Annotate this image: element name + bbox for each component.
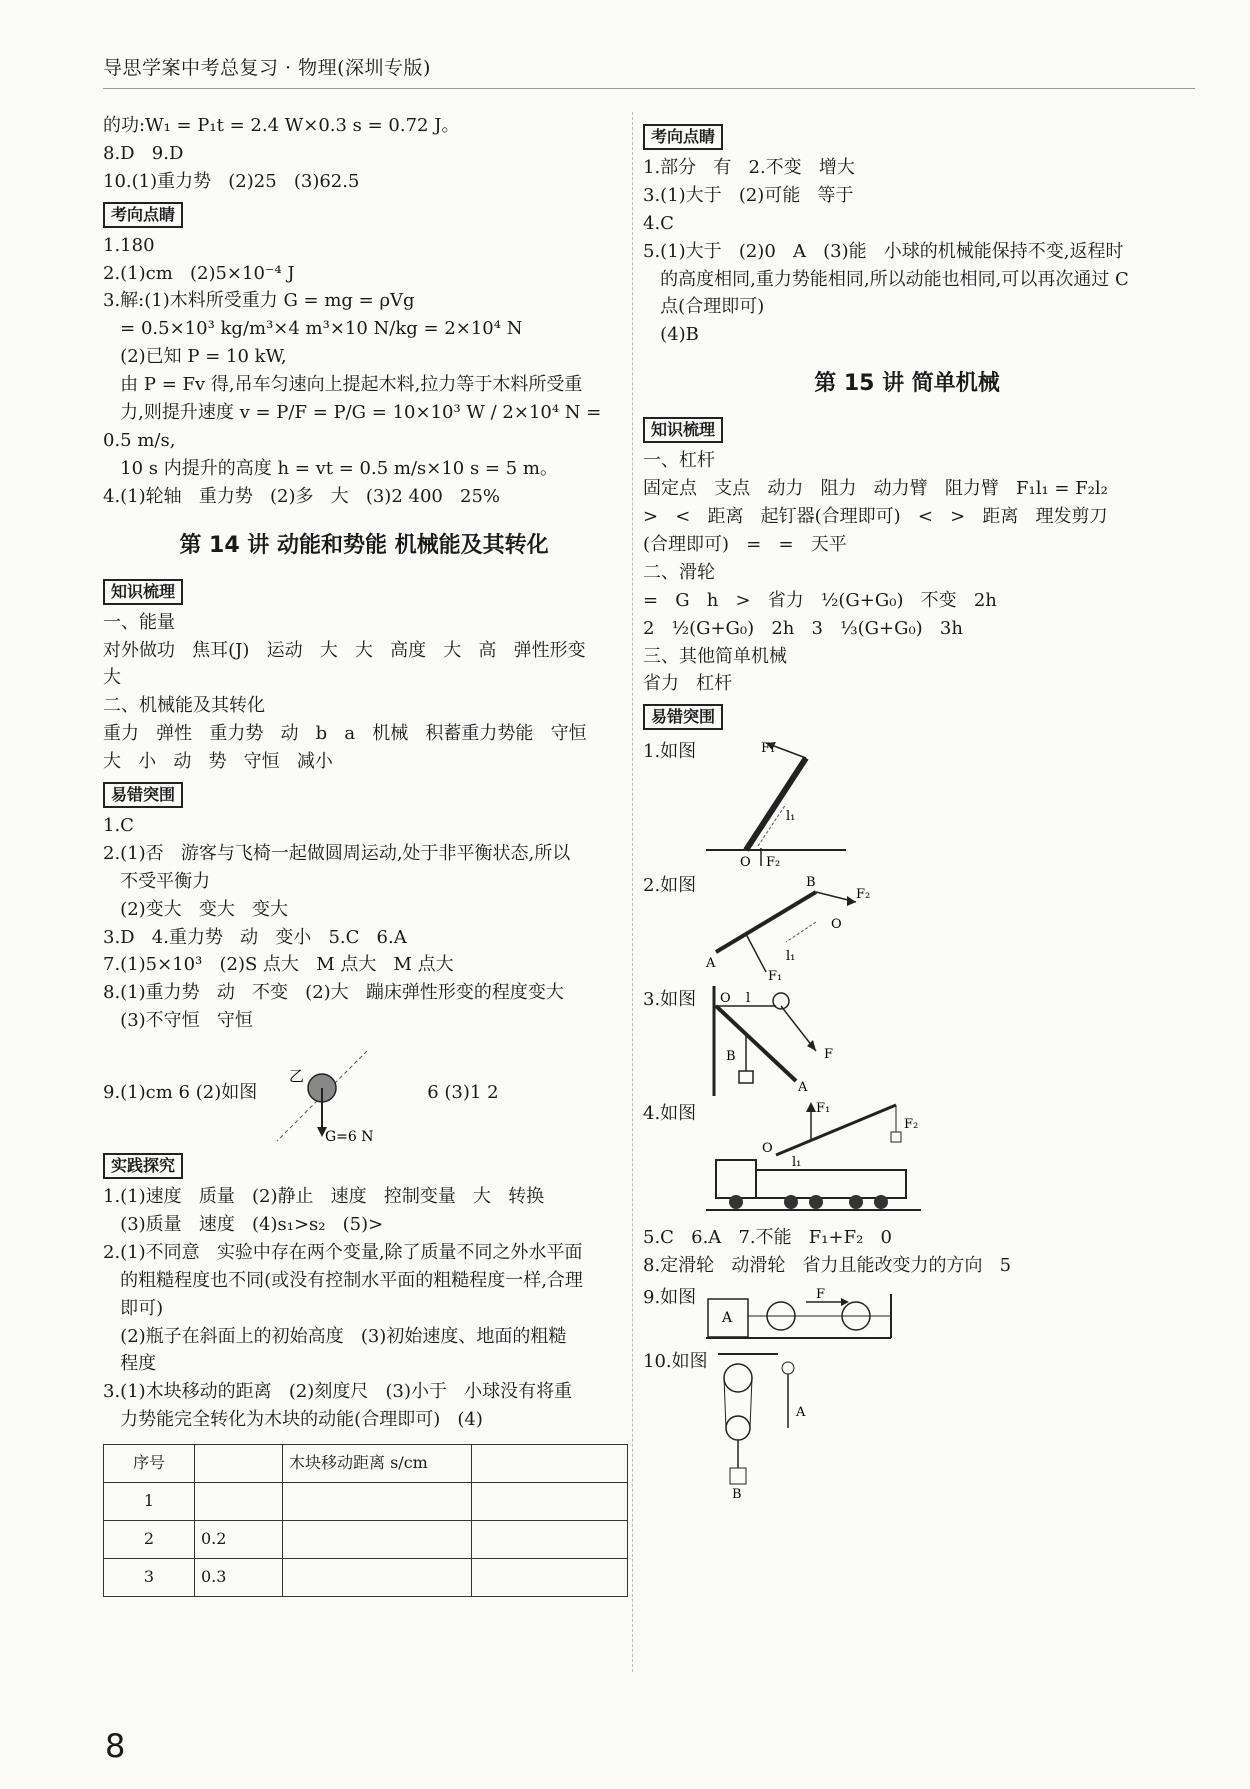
text-line: 1.如图 — [643, 741, 697, 763]
svg-text:O: O — [720, 991, 731, 1007]
svg-text:F₂: F₂ — [904, 1117, 919, 1133]
section-tag: 易错突围 — [103, 782, 183, 808]
text-line: 4.如图 — [643, 1103, 697, 1125]
text-line: 1.(1)速度 质量 (2)静止 速度 控制变量 大 转换 — [103, 1186, 545, 1208]
text-line: (2)瓶子在斜面上的初始高度 (3)初始速度、地面的粗糙 — [103, 1325, 567, 1347]
lecture-title: 第 14 讲 动能和势能 机械能及其转化 — [179, 532, 549, 558]
text-line: 的高度相同,重力势能相同,所以动能也相同,可以再次通过 C — [643, 268, 1129, 290]
data-table — [103, 1444, 628, 1597]
figure-9-row — [643, 1284, 1171, 1344]
text-line: 固定点 支点 动力 阻力 动力臂 阻力臂 F₁l₁ = F₂l₂ — [643, 478, 1108, 500]
text-line: 省力 杠杆 — [643, 673, 733, 695]
text-line: 4.C — [643, 212, 674, 234]
text-line: (4)B — [643, 324, 699, 346]
svg-text:B: B — [806, 875, 816, 891]
text-line: 的功:W₁ = P₁t = 2.4 W×0.3 s = 0.72 J。 — [103, 115, 460, 136]
text-line: 对外做功 焦耳(J) 运动 大 大 高度 大 高 弹性形变 — [103, 639, 586, 661]
svg-text:F₁: F₁ — [816, 1101, 831, 1117]
text-line: 10.如图 — [643, 1351, 708, 1373]
svg-text:A: A — [706, 956, 716, 972]
table-cell: 2 — [104, 1521, 195, 1559]
text-line: 8.D 9.D — [103, 142, 184, 164]
text-line: 1.C — [103, 815, 134, 837]
text-line: 重力 弹性 重力势 动 b a 机械 积蓄重力势能 守恒 — [103, 723, 587, 745]
text-line: = 0.5×10³ kg/m³×4 m³×10 N/kg = 2×10⁴ N — [103, 318, 523, 340]
table-cell — [472, 1483, 628, 1521]
svg-text:F: F — [816, 1287, 826, 1303]
pulley-figure-10 — [718, 1348, 828, 1498]
text-line: 4.(1)轮轴 重力势 (2)多 大 (3)2 400 25% — [103, 485, 501, 507]
svg-text:F₂: F₂ — [856, 887, 871, 903]
svg-text:A: A — [795, 1405, 806, 1421]
table-cell — [472, 1559, 628, 1597]
text-line: (合理即可) = = 天平 — [643, 534, 847, 555]
text-line: 9.(1)cm 6 (2)如图 — [103, 1082, 258, 1104]
lever-figure-2 — [706, 872, 876, 982]
svg-text:l₁: l₁ — [786, 949, 796, 965]
text-line: 的粗糙程度也不同(或没有控制水平面的粗糙程度一样,合理 — [103, 1269, 583, 1291]
left-column — [103, 112, 625, 1597]
text-line: 2.(1)否 游客与飞椅一起做圆周运动,处于非平衡状态,所以 — [103, 842, 571, 864]
table-cell: 0.3 — [195, 1559, 283, 1597]
table-cell — [472, 1521, 628, 1559]
figure-1-row — [643, 738, 1171, 868]
svg-text:F₁: F₁ — [768, 969, 783, 983]
page-header: 导思学案中考总复习 · 物理(深圳专版) — [103, 57, 431, 79]
text-line: (2)已知 P = 10 kW, — [103, 346, 287, 368]
ball-force-diagram — [267, 1043, 377, 1143]
svg-text:l₁: l₁ — [792, 1155, 802, 1171]
text-line: 1.部分 有 2.不变 增大 — [643, 157, 855, 178]
column-divider — [632, 112, 633, 1672]
label-yi: 乙 — [289, 1067, 305, 1086]
text-line: 三、其他简单机械 — [643, 645, 787, 667]
text-line: 5.C 6.A 7.不能 F₁+F₂ 0 — [643, 1227, 892, 1249]
section-tag: 知识梳理 — [103, 579, 183, 605]
lever-figure-1 — [706, 738, 856, 868]
table-cell: 3 — [104, 1559, 195, 1597]
text-line: 点(合理即可) — [643, 296, 765, 318]
svg-text:O: O — [740, 855, 751, 869]
text-line: 9.如图 — [643, 1287, 697, 1309]
table-header-cell — [195, 1445, 283, 1483]
label-g: G=6 N — [325, 1129, 374, 1144]
text-line: 力势能完全转化为木块的动能(合理即可) (4) — [103, 1409, 483, 1431]
q9-row — [103, 1043, 625, 1143]
text-line: 即可) — [103, 1297, 164, 1319]
table-cell: 1 — [104, 1483, 195, 1521]
table-cell — [283, 1559, 472, 1597]
pulley-figure-9 — [706, 1284, 896, 1344]
section-tag: 知识梳理 — [643, 417, 723, 443]
table-row — [104, 1559, 628, 1597]
text-line: 3.如图 — [643, 989, 697, 1011]
text-line: 2.如图 — [643, 875, 697, 897]
text-line: 5.(1)大于 (2)0 A (3)能 小球的机械能保持不变,返程时 — [643, 240, 1124, 262]
text-line: 2.(1)cm (2)5×10⁻⁴ J — [103, 262, 295, 284]
section-tag: 实践探究 — [103, 1153, 183, 1179]
table-cell — [283, 1521, 472, 1559]
table-cell — [195, 1483, 283, 1521]
svg-text:O: O — [831, 917, 842, 933]
text-line: 2.(1)不同意 实验中存在两个变量,除了质量不同之外水平面 — [103, 1241, 583, 1263]
text-line: (3)不守恒 守恒 — [103, 1010, 253, 1032]
figure-4-row — [643, 1100, 1171, 1220]
text-line: 力,则提升速度 v = P/F = P/G = 10×10³ W / 2×10⁴ N = 0.5 m/s, — [103, 402, 608, 451]
text-line: 大 — [103, 667, 121, 689]
svg-text:O: O — [762, 1141, 773, 1157]
figure-2-row — [643, 872, 1171, 982]
svg-text:A: A — [798, 1080, 808, 1096]
table-cell: 0.2 — [195, 1521, 283, 1559]
text-line: 二、滑轮 — [643, 561, 715, 583]
text-line: 8.(1)重力势 动 不变 (2)大 蹦床弹性形变的程度变大 — [103, 982, 564, 1004]
table-row — [104, 1483, 628, 1521]
text-line: 一、杠杆 — [643, 450, 715, 472]
text-line: 大 小 动 势 守恒 减小 — [103, 751, 333, 773]
text-line: 一、能量 — [103, 611, 175, 633]
table-header-cell — [472, 1445, 628, 1483]
text-line: 二、机械能及其转化 — [103, 695, 265, 717]
lecture-title: 第 15 讲 简单机械 — [814, 371, 1000, 397]
text-line: = G h > 省力 ½(G+G₀) 不变 2h — [643, 589, 997, 611]
crane-truck-figure — [706, 1100, 926, 1220]
figure-10-row — [643, 1348, 1171, 1498]
text-line: 1.180 — [103, 234, 155, 256]
text-line: 3.解:(1)木料所受重力 G = mg = ρVg — [103, 290, 415, 312]
table-header-cell: 序号 — [104, 1445, 195, 1483]
section-tag: 考向点睛 — [103, 202, 183, 228]
lever-figure-3 — [706, 986, 856, 1096]
svg-text:A: A — [722, 1310, 733, 1327]
text-line: 不受平衡力 — [103, 870, 211, 892]
text-line: 10.(1)重力势 (2)25 (3)62.5 — [103, 170, 360, 192]
table-cell — [283, 1483, 472, 1521]
figure-3-row — [643, 986, 1171, 1096]
svg-text:F₁: F₁ — [761, 741, 776, 757]
table-header-cell: 木块移动距离 s/cm — [283, 1445, 472, 1483]
svg-text:l₁: l₁ — [786, 809, 796, 825]
svg-text:F: F — [824, 1047, 834, 1063]
section-tag: 易错突围 — [643, 704, 723, 730]
text-line: 程度 — [103, 1353, 157, 1375]
section-tag: 考向点睛 — [643, 124, 723, 150]
text-line: (3)质量 速度 (4)s₁>s₂ (5)> — [103, 1214, 384, 1236]
text-line: 6 (3)1 2 — [427, 1082, 499, 1104]
right-column — [643, 118, 1171, 1502]
svg-text:F₂: F₂ — [766, 855, 781, 869]
svg-text:B: B — [726, 1049, 736, 1065]
table-row — [104, 1521, 628, 1559]
text-line: 由 P = Fv 得,吊车匀速向上提起木料,拉力等于木料所受重 — [103, 374, 583, 396]
text-line: 7.(1)5×10³ (2)S 点大 M 点大 M 点大 — [103, 954, 454, 976]
text-line: 2 ½(G+G₀) 2h 3 ⅓(G+G₀) 3h — [643, 617, 963, 639]
table-header-row — [104, 1445, 628, 1483]
svg-text:B: B — [731, 1487, 742, 1499]
text-line: 8.定滑轮 动滑轮 省力且能改变力的方向 5 — [643, 1255, 1012, 1277]
text-line: (2)变大 变大 变大 — [103, 898, 288, 920]
text-line: 3.(1)木块移动的距离 (2)刻度尺 (3)小于 小球没有将重 — [103, 1381, 573, 1403]
text-line: > < 距离 起钉器(合理即可) < > 距离 理发剪刀 — [643, 506, 1108, 528]
text-line: 10 s 内提升的高度 h = vt = 0.5 m/s×10 s = 5 m。 — [103, 457, 558, 479]
svg-text:l: l — [746, 991, 751, 1007]
page-number: 8 — [105, 1727, 126, 1765]
header-rule — [103, 88, 1195, 89]
text-line: 3.(1)大于 (2)可能 等于 — [643, 184, 854, 206]
text-line: 3.D 4.重力势 动 变小 5.C 6.A — [103, 926, 407, 948]
